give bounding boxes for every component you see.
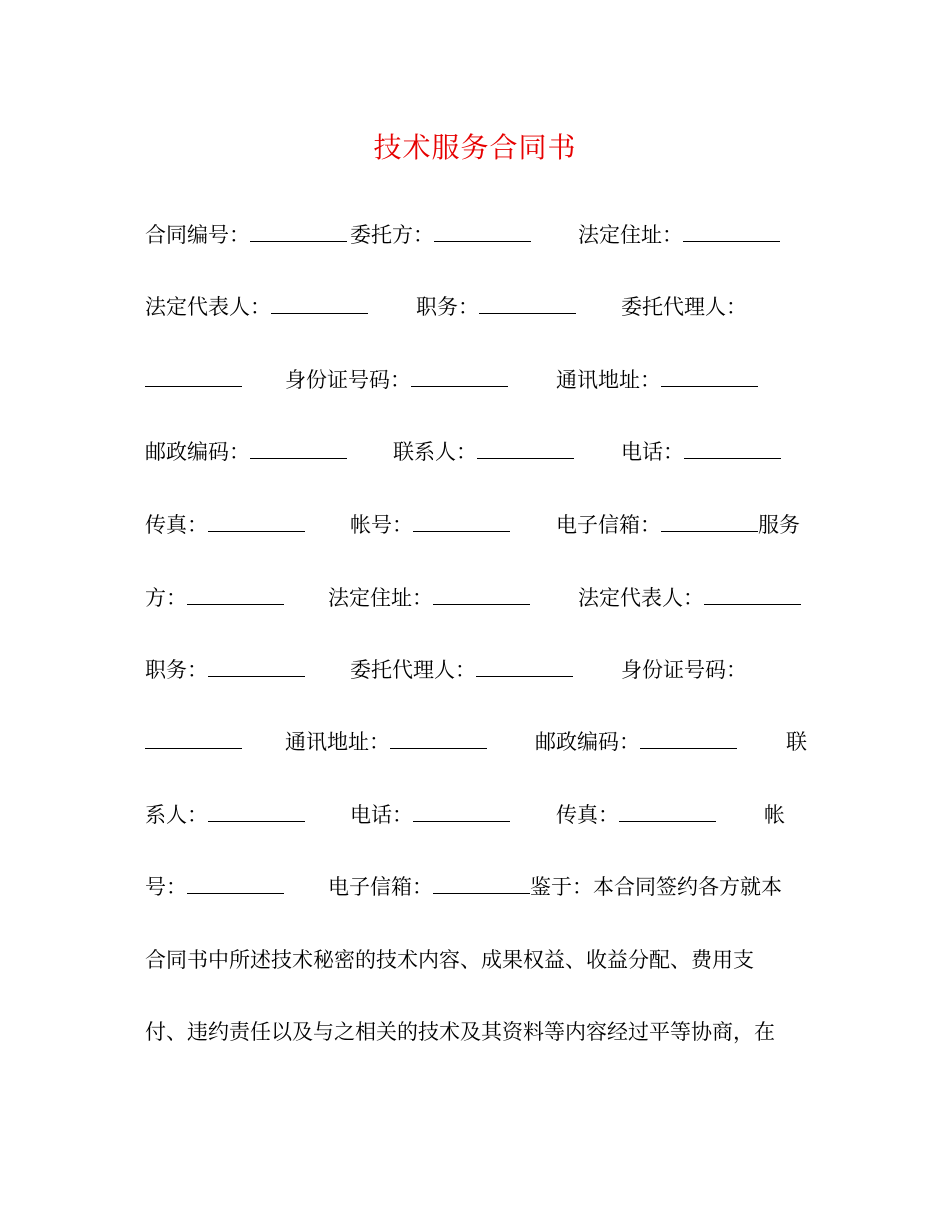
field-item <box>350 800 510 830</box>
field-label: 电子信箱： <box>328 875 433 899</box>
fill-blank <box>640 730 737 749</box>
field-item <box>621 292 747 322</box>
field-label: 帐 <box>764 803 785 827</box>
paragraph-line <box>145 1017 807 1047</box>
fill-blank <box>434 223 531 242</box>
field-label: 身份证号码： <box>621 658 747 682</box>
field-item <box>145 583 284 613</box>
fill-blank <box>411 368 508 387</box>
field-label: 方： <box>145 586 187 610</box>
field-item <box>764 800 785 830</box>
field-item <box>145 292 368 322</box>
field-item <box>621 437 781 467</box>
field-label: 帐号： <box>350 513 413 537</box>
field-label: 电话： <box>350 803 413 827</box>
fill-blank <box>704 586 801 605</box>
field-item <box>145 510 305 540</box>
fill-blank <box>208 513 305 532</box>
paragraph-text: 合同书中所述技术秘密的技术内容、成果权益、收益分配、费用支 <box>145 948 754 972</box>
fill-blank <box>619 803 716 822</box>
fill-blank <box>187 875 284 894</box>
field-label-continuation: 服务 <box>758 513 800 537</box>
field-line <box>145 437 807 467</box>
field-item <box>145 365 242 395</box>
field-label: 系人： <box>145 803 208 827</box>
paragraph-line <box>145 945 807 975</box>
field-label: 委托代理人： <box>621 295 747 319</box>
field-line <box>145 655 807 685</box>
field-label: 邮政编码： <box>535 730 640 754</box>
field-line <box>145 583 807 613</box>
field-label: 职务： <box>145 658 208 682</box>
fill-blank <box>250 440 347 459</box>
field-item <box>416 292 576 322</box>
fill-blank <box>187 586 284 605</box>
fill-blank <box>661 513 758 532</box>
field-line <box>145 872 807 902</box>
field-line <box>145 800 807 830</box>
fill-blank <box>145 368 242 387</box>
field-label: 委托代理人： <box>350 658 476 682</box>
field-label: 号： <box>145 875 187 899</box>
field-item <box>145 437 347 467</box>
field-item <box>145 872 284 902</box>
field-label: 法定代表人： <box>145 295 271 319</box>
field-label: 法定住址： <box>578 223 683 247</box>
field-line <box>145 292 807 322</box>
field-label: 联 <box>786 730 807 754</box>
fill-blank <box>684 440 781 459</box>
fill-blank <box>433 586 530 605</box>
fill-blank <box>433 875 530 894</box>
document-title: 技术服务合同书 <box>373 131 577 164</box>
field-item <box>145 655 305 685</box>
field-label: 通讯地址： <box>556 368 661 392</box>
field-label: 联系人： <box>393 440 477 464</box>
field-item <box>535 727 737 757</box>
fill-blank <box>413 803 510 822</box>
field-item <box>285 365 508 395</box>
fill-blank <box>271 295 368 314</box>
fill-blank <box>390 730 487 749</box>
field-item <box>578 583 801 613</box>
fill-blank <box>661 368 758 387</box>
field-line <box>145 727 807 757</box>
field-label: 身份证号码： <box>285 368 411 392</box>
fill-blank <box>683 223 780 242</box>
field-item <box>145 800 305 830</box>
fill-blank <box>208 803 305 822</box>
field-item <box>285 727 487 757</box>
field-label: 电子信箱： <box>556 513 661 537</box>
field-item <box>556 800 716 830</box>
fill-blank <box>145 730 242 749</box>
field-item <box>578 220 780 250</box>
field-item <box>621 655 747 685</box>
field-item <box>556 510 800 540</box>
fill-blank <box>477 440 574 459</box>
field-label: 委托方： <box>350 223 434 247</box>
field-label: 法定代表人： <box>578 586 704 610</box>
field-item <box>145 220 347 250</box>
field-item <box>328 872 782 902</box>
paragraph-text: 付、违约责任以及与之相关的技术及其资料等内容经过平等协商，在 <box>145 1020 775 1044</box>
paragraph-text: 鉴于：本合同签约各方就本 <box>530 875 782 899</box>
field-label: 邮政编码： <box>145 440 250 464</box>
field-line <box>145 510 807 540</box>
field-label: 电话： <box>621 440 684 464</box>
field-item <box>393 437 574 467</box>
fill-blank <box>479 295 576 314</box>
field-label: 合同编号： <box>145 223 250 247</box>
fill-blank <box>250 223 347 242</box>
field-item <box>350 510 510 540</box>
field-item <box>145 727 242 757</box>
field-label: 通讯地址： <box>285 730 390 754</box>
field-line <box>145 365 807 395</box>
field-line <box>145 220 807 250</box>
field-label: 传真： <box>556 803 619 827</box>
field-item <box>556 365 758 395</box>
fill-blank <box>208 658 305 677</box>
fill-blank <box>413 513 510 532</box>
field-item <box>350 220 531 250</box>
field-label: 传真： <box>145 513 208 537</box>
field-item <box>328 583 530 613</box>
field-label: 法定住址： <box>328 586 433 610</box>
field-item <box>350 655 573 685</box>
field-item <box>786 727 807 757</box>
field-label: 职务： <box>416 295 479 319</box>
fill-blank <box>476 658 573 677</box>
